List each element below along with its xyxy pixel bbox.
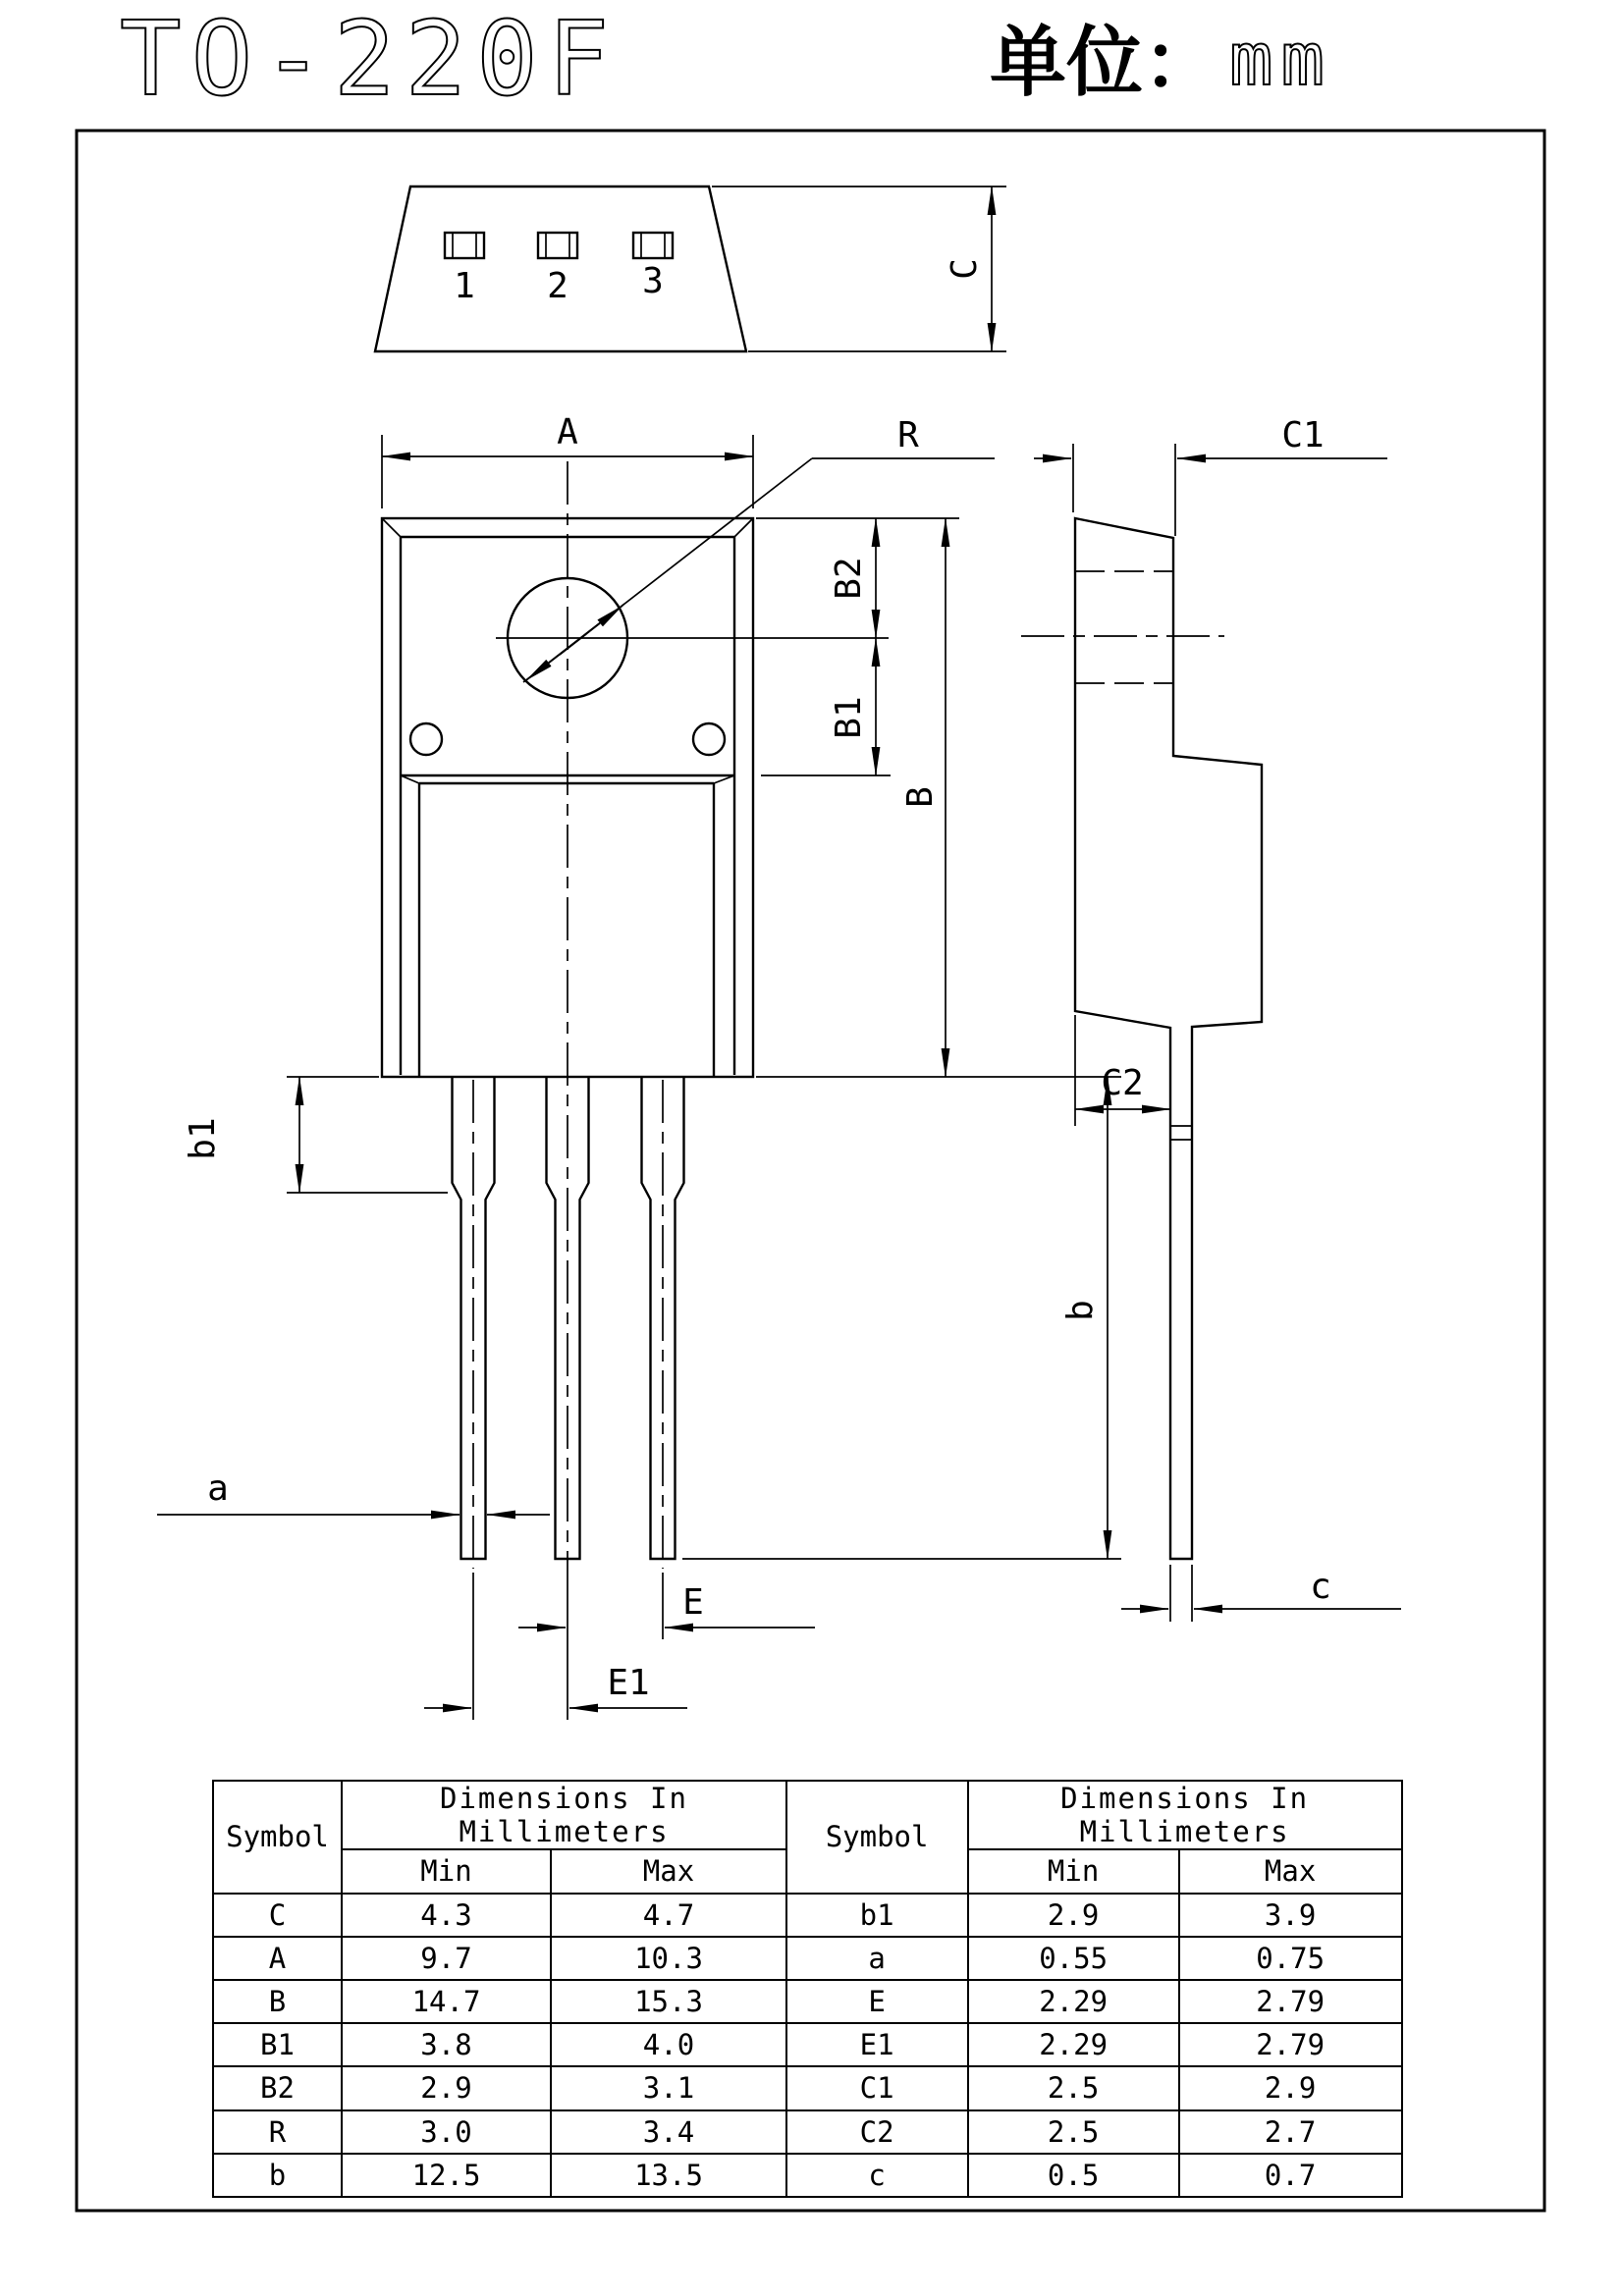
table-row: [786, 2110, 1402, 2154]
table-row: [786, 1894, 1402, 1937]
dim-B2: [756, 518, 959, 638]
cell-max: 10.3: [551, 1937, 786, 1980]
cell-max: 3.9: [1179, 1894, 1402, 1937]
dimension-table-right: [785, 1780, 1403, 2198]
cell-max: 2.7: [1179, 2110, 1402, 2154]
cell-min: 2.5: [968, 2110, 1179, 2154]
col-header-symbol: Symbol: [786, 1781, 968, 1894]
dim-C: [712, 187, 1006, 351]
col-header-symbol: Symbol: [213, 1781, 342, 1894]
dim-label-c: c: [1310, 1567, 1331, 1607]
col-header-min: Min: [342, 1849, 551, 1893]
cell-symbol: B2: [213, 2066, 342, 2109]
dim-label-R: R: [897, 415, 919, 455]
table-row: [786, 2023, 1402, 2066]
pin2-pad: [538, 233, 577, 258]
dim-b: [682, 1077, 1121, 1559]
dim-label-C2: C2: [1101, 1063, 1144, 1103]
cell-symbol: E: [786, 1980, 968, 2023]
cell-symbol: b1: [786, 1894, 968, 1937]
cell-symbol: B: [213, 1980, 342, 2023]
dim-label-b1: b1: [183, 1117, 223, 1160]
col-header-min: Min: [968, 1849, 1179, 1893]
cell-symbol: c: [786, 2154, 968, 2197]
side-view: [1021, 415, 1401, 1622]
col-header-dimensions: Dimensions In Millimeters: [342, 1781, 786, 1849]
cell-min: 2.9: [968, 1894, 1179, 1937]
dim-label-B2: B2: [829, 557, 869, 600]
cell-max: 3.1: [551, 2066, 786, 2109]
cell-min: 0.55: [968, 1937, 1179, 1980]
dimension-table: [212, 1780, 1401, 2198]
dim-C2: [1075, 1015, 1170, 1126]
cell-symbol: B1: [213, 2023, 342, 2066]
cell-max: 2.9: [1179, 2066, 1402, 2109]
dim-label-E1: E1: [607, 1663, 650, 1703]
dim-B1: [761, 638, 891, 775]
cell-max: 0.75: [1179, 1937, 1402, 1980]
table-row: [213, 1937, 786, 1980]
cell-min: 2.5: [968, 2066, 1179, 2109]
cell-min: 12.5: [342, 2154, 551, 2197]
cell-min: 3.8: [342, 2023, 551, 2066]
table-row: [213, 2023, 786, 2066]
dim-label-b: b: [1060, 1300, 1101, 1321]
col-header-dimensions: Dimensions In Millimeters: [968, 1781, 1402, 1849]
table-row: [213, 1894, 786, 1937]
cell-max: 15.3: [551, 1980, 786, 2023]
pin-label-3: 3: [642, 261, 664, 301]
col-header-max: Max: [1179, 1849, 1402, 1893]
dim-R: [523, 415, 995, 682]
unit-value: mm: [1229, 18, 1333, 102]
pin-label-2: 2: [547, 266, 568, 306]
dim-label-a: a: [207, 1468, 229, 1509]
page-title: TO-220F: [120, 0, 620, 119]
unit-label: 单位：: [990, 18, 1220, 107]
dimension-table-left: [212, 1780, 787, 2198]
dim-E1: [424, 1663, 687, 1708]
pin-label-1: 1: [454, 266, 475, 306]
dim-label-C: C: [945, 258, 985, 280]
cell-max: 0.7: [1179, 2154, 1402, 2197]
table-row: [786, 2154, 1402, 2197]
cell-max: 2.79: [1179, 1980, 1402, 2023]
cell-symbol: C1: [786, 2066, 968, 2109]
dim-b1: [183, 1077, 448, 1193]
cell-min: 9.7: [342, 1937, 551, 1980]
table-row: [786, 1980, 1402, 2023]
dim-label-A: A: [557, 412, 578, 453]
dim-c: [1121, 1565, 1401, 1622]
dim-a: [157, 1468, 550, 1515]
table-row: [213, 2066, 786, 2109]
table-row: [213, 2154, 786, 2197]
cell-symbol: R: [213, 2110, 342, 2154]
dim-label-E: E: [682, 1582, 704, 1623]
cell-symbol: a: [786, 1937, 968, 1980]
dim-label-B: B: [900, 786, 941, 808]
pilot-hole-right: [693, 723, 725, 755]
cell-max: 3.4: [551, 2110, 786, 2154]
top-view: [375, 187, 1006, 351]
table-row: [213, 2110, 786, 2154]
cell-max: 4.0: [551, 2023, 786, 2066]
lead-1: [453, 1077, 495, 1569]
dim-C1: [1034, 415, 1387, 536]
dim-label-C1: C1: [1281, 415, 1325, 455]
unit-note: [990, 18, 1332, 107]
cell-min: 2.29: [968, 2023, 1179, 2066]
pin3-pad: [633, 233, 673, 258]
cell-max: 13.5: [551, 2154, 786, 2197]
cell-max: 2.79: [1179, 2023, 1402, 2066]
cell-symbol: b: [213, 2154, 342, 2197]
cell-min: 0.5: [968, 2154, 1179, 2197]
cell-min: 3.0: [342, 2110, 551, 2154]
table-row: [786, 1937, 1402, 1980]
pin1-pad: [445, 233, 484, 258]
table-row: [786, 2066, 1402, 2109]
pilot-hole-left: [410, 723, 442, 755]
cell-min: 2.9: [342, 2066, 551, 2109]
cell-symbol: E1: [786, 2023, 968, 2066]
cell-max: 4.7: [551, 1894, 786, 1937]
cell-min: 4.3: [342, 1894, 551, 1937]
lead-3: [642, 1077, 684, 1569]
cell-symbol: A: [213, 1937, 342, 1980]
dim-label-B1: B1: [829, 696, 869, 739]
cell-min: 2.29: [968, 1980, 1179, 2023]
side-outline: [1075, 518, 1262, 1559]
front-view: [157, 412, 1121, 1720]
cell-symbol: C: [213, 1894, 342, 1937]
table-row: [213, 1980, 786, 2023]
cell-symbol: C2: [786, 2110, 968, 2154]
col-header-max: Max: [551, 1849, 786, 1893]
dim-B: [756, 518, 1121, 1077]
cell-min: 14.7: [342, 1980, 551, 2023]
